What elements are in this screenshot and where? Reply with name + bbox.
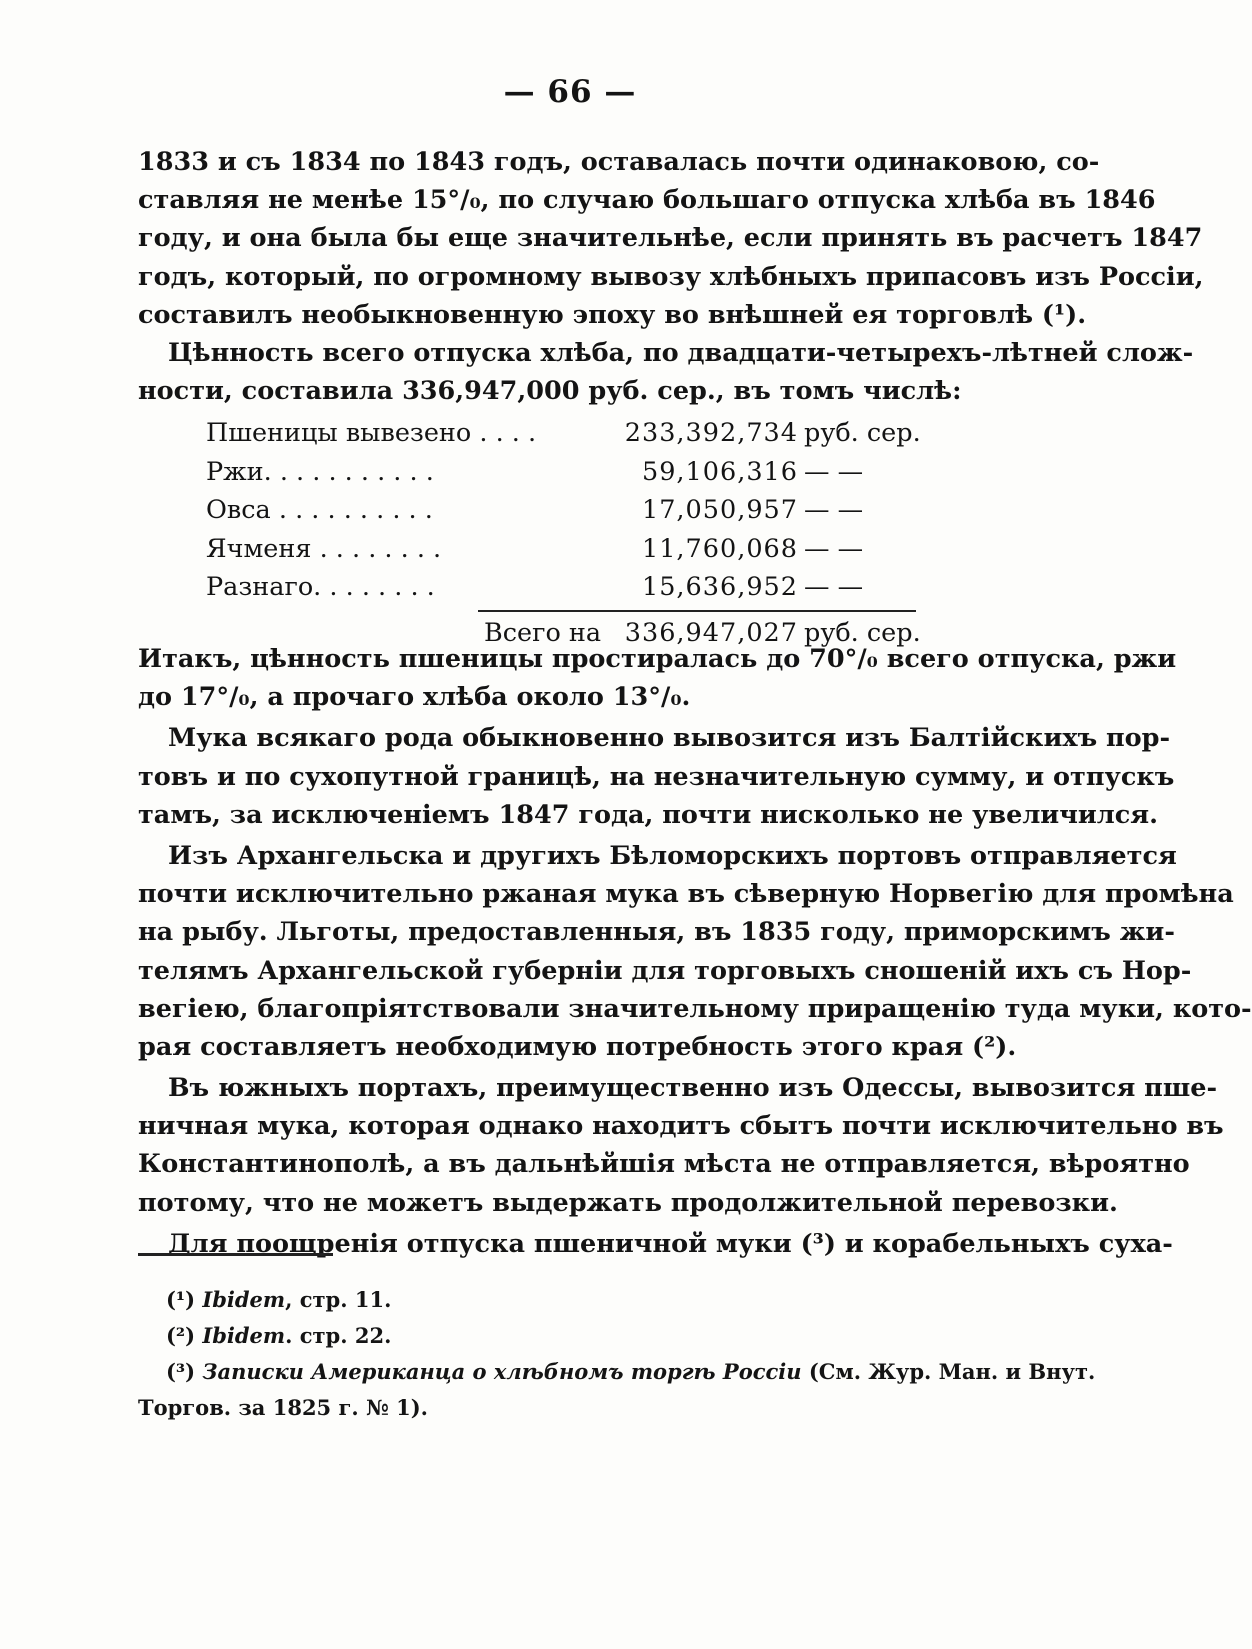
footnote-text: (См. Жур. Ман. и Внут.	[801, 1359, 1096, 1384]
table-row	[206, 495, 926, 534]
text-line: рая составляетъ необходимую потребность этого края (²).	[138, 1031, 1017, 1062]
export-value-table	[206, 418, 926, 648]
sum-rule	[478, 610, 916, 612]
footnote-mark: (³)	[166, 1359, 196, 1384]
text-line: 1833 и съ 1834 по 1843 годъ, оставалась почти одинаковою, со-	[138, 147, 1100, 177]
footnote-text: . стр. 22.	[285, 1323, 392, 1348]
footnote-2	[138, 1318, 984, 1354]
row-unit: — —	[804, 495, 864, 525]
total-unit: руб. сер.	[804, 618, 921, 648]
text-line: ставляя не менѣе 15°/₀, по случаю большаго отпуска хлѣба въ 1846	[138, 185, 1156, 216]
total-value: 336,947,027	[624, 618, 798, 648]
row-unit: — —	[804, 572, 864, 602]
text-line: товъ и по сухопутной границѣ, на незначительную сумму, и отпускъ	[138, 761, 1175, 792]
row-label: Ржи. . . . . . . . . . .	[206, 456, 434, 487]
table-row	[206, 418, 926, 457]
footnote-3-continuation: Торгов. за 1825 г. № 1).	[138, 1395, 428, 1420]
row-value: 59,106,316	[641, 456, 798, 487]
text-line: Въ южныхъ портахъ, преимущественно изъ Одессы, вывозится пше-	[168, 1073, 1218, 1104]
table-row	[206, 534, 926, 573]
text-line: Для поощренія отпуска пшеничной муки (³) и корабельныхъ суха-	[168, 1228, 1173, 1259]
footnote-title: Записки Американца о хлѣбномъ торгѣ Россіи	[202, 1359, 802, 1384]
text-line: потому, что не можетъ выдержать продолжительной перевозки.	[138, 1187, 1118, 1218]
footnote-text: , стр. 11.	[285, 1287, 392, 1312]
text-line: почти исключительно ржаная мука въ сѣверную Норвегію для промѣна	[138, 879, 1234, 910]
footnotes	[138, 1282, 1096, 1426]
text-line: годъ, который, по огромному вывозу хлѣбныхъ припасовъ изъ Россіи,	[138, 261, 1204, 292]
row-label: Ячменя . . . . . . . .	[206, 533, 442, 564]
table-row	[206, 457, 926, 496]
text-line: ности, составила 336,947,000 руб. сер., въ томъ числѣ:	[138, 376, 962, 407]
row-unit: — —	[804, 456, 864, 487]
text-line: Изъ Архангельска и другихъ Бѣломорскихъ портовъ отправляется	[168, 840, 1177, 871]
text-line: Итакъ, цѣнность пшеницы простиралась до 70°/₀ всего отпуска, ржи	[138, 644, 1177, 674]
page-number: — 66 —	[503, 74, 637, 110]
footnote-title: Ibidem	[202, 1323, 286, 1348]
table-row	[206, 572, 926, 611]
text-line: на рыбу. Льготы, предоставленныя, въ 1835 году, приморскимъ жи-	[138, 917, 1175, 948]
text-line: тамъ, за исключеніемъ 1847 года, почти нисколько не увеличился.	[138, 799, 1159, 830]
footnote-rule	[138, 1253, 333, 1256]
row-label: Пшеницы вывезено . . . .	[206, 418, 537, 448]
text-line: телямъ Архангельской губерніи для торговыхъ сношеній ихъ съ Нор-	[138, 955, 1192, 986]
text-line: вегіею, благопріятствовали значительному приращенію туда муки, кото-	[138, 993, 1252, 1024]
footnote-mark: (²)	[166, 1323, 196, 1348]
text-line: Цѣнность всего отпуска хлѣба, по двадцати-четырехъ-лѣтней слож-	[168, 337, 1194, 368]
row-value: 17,050,957	[641, 495, 798, 525]
footnote-mark: (¹)	[166, 1287, 196, 1312]
text-line: до 17°/₀, а прочаго хлѣба около 13°/₀.	[138, 682, 691, 713]
footnote-title: Ibidem	[202, 1287, 286, 1312]
row-value: 11,760,068	[641, 533, 798, 564]
text-line: Мука всякаго рода обыкновенно вывозится изъ Балтійскихъ пор-	[168, 723, 1171, 754]
body-text-top	[138, 143, 1204, 410]
text-line: ничная мука, которая однако находитъ сбытъ почти исключительно въ	[138, 1111, 1224, 1142]
row-unit: — —	[804, 533, 864, 564]
text-line: составилъ необыкновенную эпоху во внѣшней ея торговлѣ (¹).	[138, 299, 1087, 330]
row-value: 233,392,734	[624, 418, 798, 448]
row-value: 15,636,952	[641, 572, 798, 602]
body-text-bottom	[138, 640, 1252, 1263]
footnote-1	[138, 1282, 984, 1318]
row-label: Овса . . . . . . . . . .	[206, 495, 433, 525]
text-line: Константинополѣ, а въ дальнѣйшія мѣста не отправляется, вѣроятно	[138, 1149, 1190, 1180]
row-label: Разнаго. . . . . . . .	[206, 572, 435, 602]
total-label: Всего на	[484, 618, 602, 648]
row-unit: руб. сер.	[804, 418, 921, 448]
footnote-3	[138, 1354, 1096, 1390]
text-line: году, и она была бы еще значительнѣе, если принять въ расчетъ 1847	[138, 223, 1203, 254]
